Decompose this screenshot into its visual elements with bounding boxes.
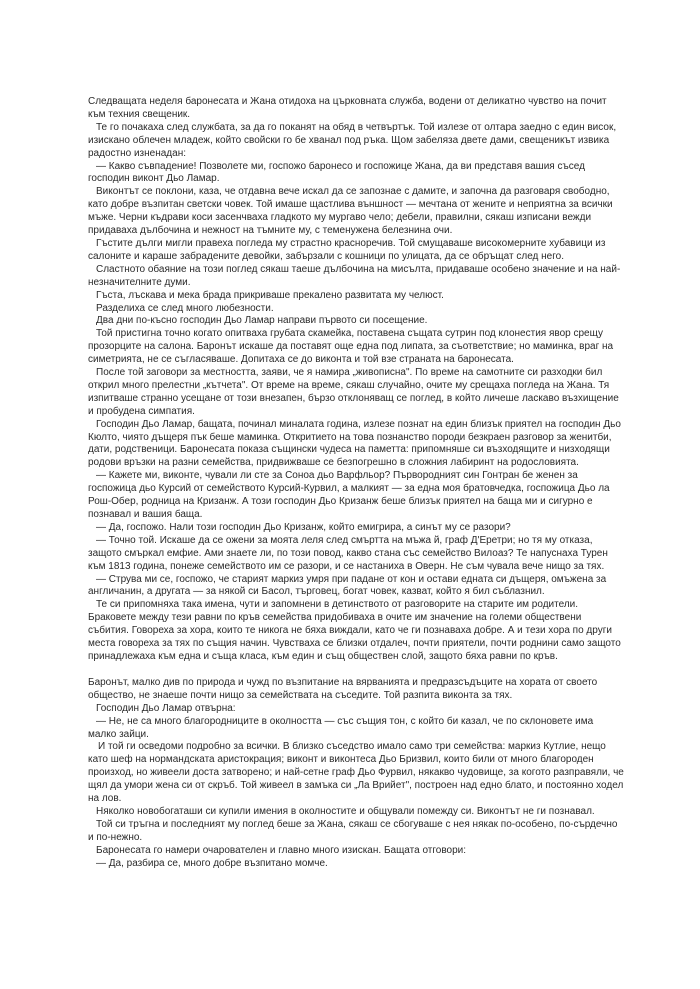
paragraph: Два дни по-късно господин Дьо Ламар направи първото си посещение. (96, 315, 428, 327)
paragraph: Няколко новобогаташи си купили имения в околностите и общували помежду си. Виконтът не ги познавал. (96, 805, 595, 817)
paragraph: — Да, разбира се, много добре възпитано момче. (96, 857, 328, 869)
paragraph: — Не, не са много благородниците в околността — със същия тон, с който би казал, че по склоновете има малко зайци. (88, 715, 594, 740)
paragraph: — Какво съвпадение! Позволете ми, госпожо баронесо и госпожице Жана, да ви представя вашия съсед господин виконт Дьо Ламар. (88, 160, 585, 185)
paragraph: — Да, госпожо. Нали този господин Дьо Кризанж, който емигрира, а синът му се разори? (96, 521, 511, 533)
paragraph: Разделиха се след много любезности. (96, 302, 274, 314)
paragraph: Той си тръгна и последният му поглед беше за Жана, сякаш се сбогуваше с нея някак по-особено, по-сърдечно и по-нежно. (88, 818, 618, 843)
paragraph: Баронът, малко див по природа и чужд по възпитание на вярванията и предразсъдъците на хората от своето общество, не знаеше почти нищо за семействата на съседите. Той разпита виконта за тях. (88, 676, 598, 701)
paragraph: Баронесата го намери очарователен и главно много изискан. Бащата отговори: (96, 844, 467, 856)
paragraph: Те го почакаха след службата, за да го поканят на обяд в четвъртък. Той излезе от олтара заедно с един висок, изискано облечен младеж, който свойски го бе хванал под ръка. Щом забеляза двете дами, свещеникът извика радостно изненадан: (88, 121, 617, 159)
paragraph: Сластното обаяние на този поглед сякаш таеше дълбочина на мисълта, придаваше особено значение и на най-незначителните думи. (88, 263, 621, 288)
paragraph: И той ги осведоми подробно за всички. В близко съседство имало само три семейства: маркиз Кутлие, нещо като шеф на нормандската аристокрация; виконт и виконтеса Дьо Бризвил, които били от много благороден произход, но живеели доста затворено; и най-сетне граф Дьо Фурвил, някакво чудовище, за когото разправяли, че щял да умори жена си от скръб. Той живеел в замъка си „Ла Врийет", построен над едно блато, и постоянно ходел на лов. (88, 741, 624, 805)
paragraph: — Точно той. Искаше да се ожени за моята леля след смъртта на мъжа й, граф Д'Еретри; но тя му отказа, защото смъркал емфие. Ами знаете ли, по този повод, какво стана със семейство Вилоаз? Те напуснаха Турен към 1813 година, понеже семейството им се разори, и се настаниха в Оверн. Не съм чувала вече нищо за тях. (88, 534, 608, 572)
paragraph: Той пристигна точно когато опитваха грубата скамейка, поставена същата сутрин под клонестия явор срещу прозорците на салона. Баронът искаше да поставят още една под липата, за съответствие; но маминка, враг на симетрията, не се съгласяваше. Допитаха се до виконта и той взе страната на баронесата. (88, 328, 614, 366)
paragraph: Господин Дьо Ламар отвърна: (96, 702, 236, 714)
paragraph-gap (88, 664, 624, 677)
paragraph: Господин Дьо Ламар, бащата, починал миналата година, излезе познат на един близък приятел на господин Дьо Кюлто, чиято дъщеря пък беше маминка. Откритието на това познанство породи безкраен разговор за женитби, дати, родственици. Баронесата показа същински чудеса на паметта: припомняше си възходящите и низходящи родови връзки на разни семейства, придвижваше се безпогрешно в сложния лабиринт на родословията. (88, 418, 621, 469)
paragraph: — Струва ми се, госпожо, че старият маркиз умря при падане от кон и остави едната си дъщеря, омъжена за англичанин, а другата — за някой си Басол, търговец, богат човек, казват, който я бил съблазнил. (88, 573, 607, 598)
paragraph: Гъста, лъскава и мека брада прикриваше прекалено развитата му челюст. (96, 289, 444, 301)
paragraph: После той заговори за местността, заяви, че я намира „живописна". По време на самотните си разходки бил открил много прелестни „кътчета". От време на време, сякаш случайно, очите му срещаха погледа на Жана. Тя изпитваше странно усещане от този внезапен, бързо отклоняващ се поглед, в който личеше ласкаво възхищение и пробудена симпатия. (88, 367, 619, 417)
paragraph: — Кажете ми, виконте, чували ли сте за Соноа дьо Варфльор? Първородният син Гонтран бе женен за госпожица дьо Курсий от семейството Курсий-Курвил, а малкият — за една моя братовчедка, госпожица Дьо ла Рош-Обер, родница на Кризанж. А този господин Дьо Кризанж беше близък приятел на баща ми и сигурно е познавал и вашия баща. (88, 470, 610, 520)
paragraph: Следващата неделя баронесата и Жана отидоха на църковната служба, водени от деликатно чувство на почит към техния свещеник. (88, 96, 607, 120)
paragraph: Гъстите дълги мигли правеха погледа му страстно красноречив. Той смущаваше високомерните хубавици из салоните и караше забрадените девойки, забързали с кошници по улицата, да се обръщат след него. (88, 237, 606, 262)
document-page (88, 96, 624, 870)
paragraph: Те си припомняха така имена, чути и запомнени в детинството от разговорите на старите им родители. Браковете между тези равни по кръв семейства придобиваха в очите им значение на големи обществени събития. Говореха за хора, които те никога не бяха виждали, като че ги познаваха добре. А и тези хора по други места говореха за тях по същия начин. Чувстваха се близки отдалеч, почти приятели, почти роднини само защото принадлежаха към една и съща класа, към един и същ обществен слой, защото бяха равни по кръв. (88, 599, 621, 662)
paragraph: Виконтът се поклони, каза, че отдавна вече искал да се запознае с дамите, и започна да разговаря свободно, като добре възпитан светски човек. Той имаше щастлива външност — мечтана от жените и неприятна за всички мъже. Черни къдрави коси засенчваха гладкото му мургаво чело; дебели, правилни, сякаш изписани вежди придаваха дълбочина и нежност на тъмните му, с теменужена белезнина очи. (88, 186, 613, 237)
